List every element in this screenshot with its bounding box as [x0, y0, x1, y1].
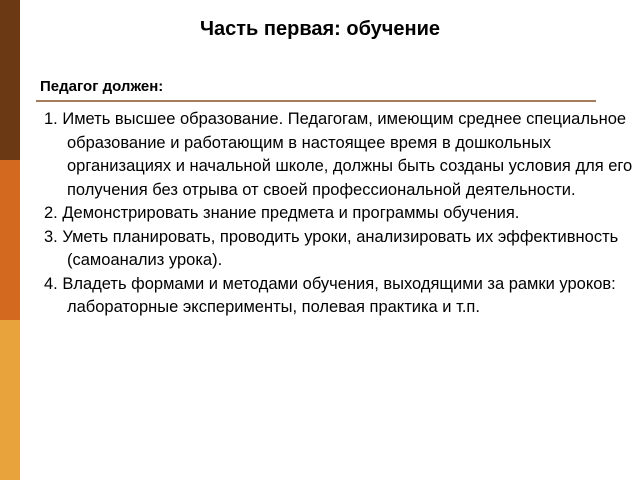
divider-line — [36, 100, 596, 102]
list-item: 4. Владеть формами и методами обучения, выходящими за рамки уроков: лабораторные эксперименты, полевая практика и т.п. — [44, 274, 616, 316]
requirements-list — [44, 108, 634, 320]
list-item: 2. Демонстрировать знание предмета и программы обучения. — [44, 204, 520, 222]
list-item: 1. Иметь высшее образование. Педагогам, имеющим среднее специальное образование и работающим в настоящее время в дошкольных организациях и начальной школе, должны быть созданы условия для его получения без отрыва от своей профессиональной деятельности. — [44, 110, 633, 199]
list-item: 3. Уметь планировать, проводить уроки, анализировать их эффективность (самоанализ урока). — [44, 227, 619, 269]
sidebar-block-light — [0, 320, 20, 480]
slide-title: Часть первая: обучение — [199, 18, 441, 40]
slide-subtitle: Педагог должен: — [40, 78, 164, 95]
decorative-sidebar — [0, 0, 20, 480]
sidebar-block-mid — [0, 160, 20, 320]
